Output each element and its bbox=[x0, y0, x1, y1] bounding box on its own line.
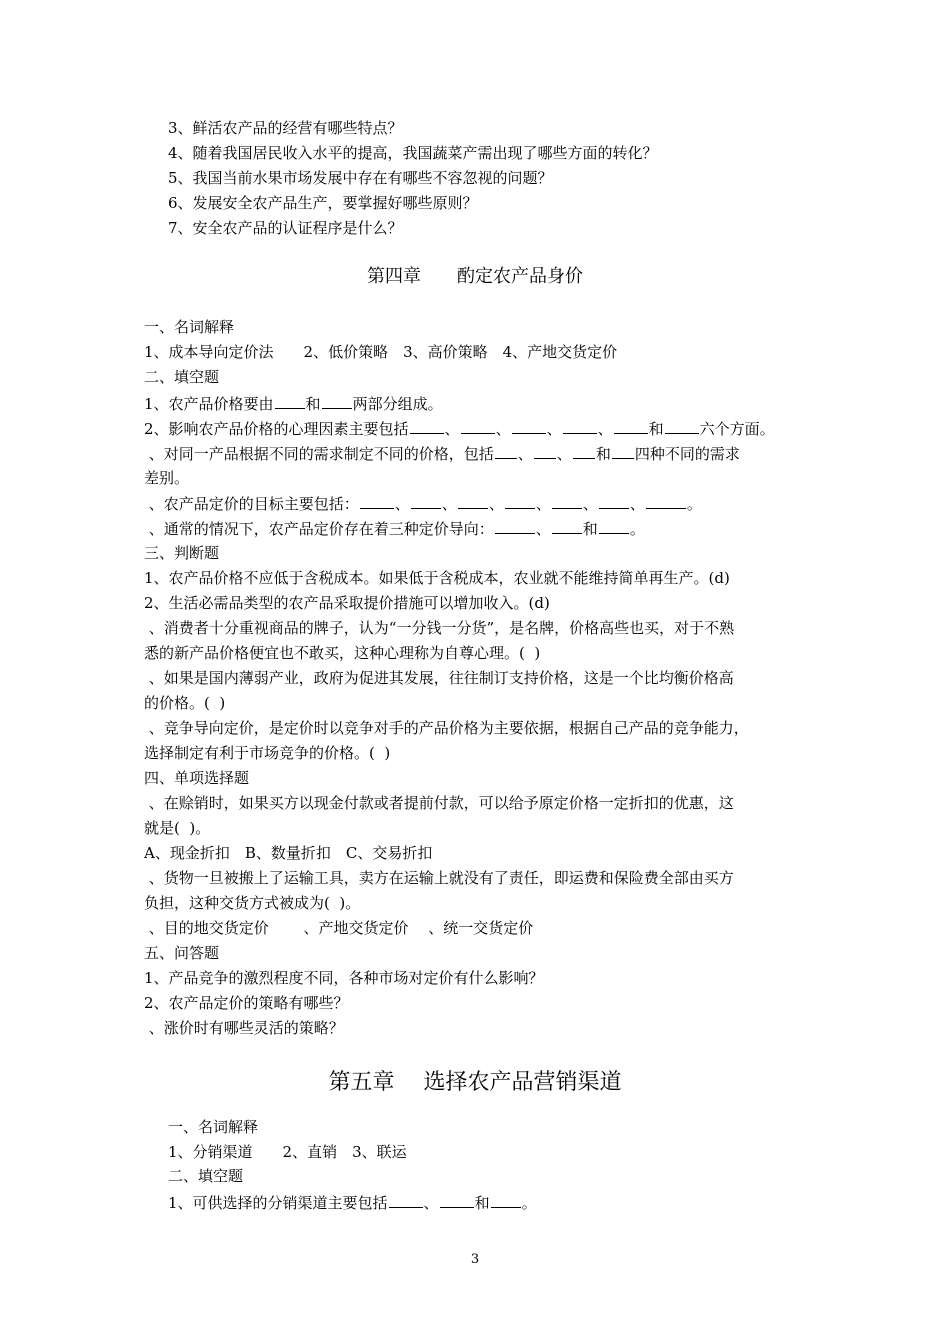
section-heading: 四、单项选择题 bbox=[144, 769, 250, 787]
blank bbox=[512, 418, 546, 434]
section-heading: 五、问答题 bbox=[144, 944, 220, 962]
question-line: 7、安全农产品的认证程序是什么？ bbox=[168, 219, 403, 237]
blank bbox=[491, 1192, 521, 1208]
fill-blank-line: 2、影响农产品价格的心理因素主要包括 、 、 、 、 和 六个方面。 bbox=[144, 420, 775, 438]
blank bbox=[495, 518, 535, 534]
section-heading: 三、判断题 bbox=[144, 544, 220, 562]
question-line: 4、随着我国居民收入水平的提高，我国蔬菜产需出现了哪些方面的转化？ bbox=[168, 144, 658, 162]
choice-item: 、在赊销时，如果买方以现金付款或者提前付款，可以给予原定价格一定折扣的优惠，这 bbox=[144, 794, 734, 812]
blank bbox=[599, 518, 629, 534]
blank bbox=[665, 418, 699, 434]
page-number: 3 bbox=[470, 1252, 480, 1267]
fill-blank-line: 1、农产品价格要由 和 两部分组成。 bbox=[144, 395, 443, 413]
chapter-4-title: 第四章 酌定农产品身价 bbox=[367, 266, 583, 287]
chapter-5-title: 第五章 选择农产品营销渠道 bbox=[328, 1070, 622, 1095]
judgement-item: 1、农产品价格不应低于含税成本。如果低于含税成本，农业就不能维持简单再生产。(d) bbox=[144, 569, 730, 587]
choice-item-cont: 负担，这种交货方式被成为( )。 bbox=[144, 894, 361, 912]
blank bbox=[573, 443, 595, 459]
fill-blank-line: 、通常的情况下，农产品定价存在着三种定价导向： 、 和 。 bbox=[144, 520, 645, 538]
judgement-item-cont: 的价格。( ) bbox=[144, 694, 226, 712]
blank bbox=[646, 493, 686, 509]
qa-item: 2、农产品定价的策略有哪些？ bbox=[144, 994, 349, 1012]
judgement-item-cont: 选择制定有利于市场竞争的价格。( ) bbox=[144, 744, 391, 762]
choice-item-cont: 就是( )。 bbox=[144, 819, 211, 837]
blank bbox=[552, 518, 582, 534]
blank bbox=[599, 493, 629, 509]
blank bbox=[612, 443, 634, 459]
blank bbox=[458, 493, 488, 509]
blank bbox=[614, 418, 648, 434]
blank bbox=[440, 1192, 474, 1208]
term-list: 1、成本导向定价法 2、低价策略 3、高价策略 4、产地交货定价 bbox=[144, 343, 618, 361]
section-heading: 二、填空题 bbox=[144, 368, 220, 386]
judgement-item: 、竞争导向定价，是定价时以竞争对手的产品价格为主要依据，根据自己产品的竞争能力， bbox=[144, 719, 749, 737]
judgement-item: 、消费者十分重视商品的牌子，认为“一分钱一分货”，是名牌，价格高些也买，对于不熟 bbox=[144, 619, 735, 637]
choice-options: A、现金折扣 B、数量折扣 C、交易折扣 bbox=[144, 844, 433, 862]
judgement-item-cont: 悉的新产品价格便宜也不敢买，这种心理称为自尊心理。( ) bbox=[144, 644, 541, 662]
blank bbox=[410, 418, 444, 434]
question-line: 5、我国当前水果市场发展中存在有哪些不容忽视的问题？ bbox=[168, 169, 553, 187]
qa-item: 、涨价时有哪些灵活的策略？ bbox=[144, 1019, 344, 1037]
blank bbox=[322, 393, 352, 409]
blank bbox=[411, 493, 441, 509]
choice-item: 、货物一旦被搬上了运输工具，卖方在运输上就没有了责任，即运费和保险费全部由买方 bbox=[144, 869, 734, 887]
text-line: 差别。 bbox=[144, 469, 190, 487]
blank bbox=[534, 443, 556, 459]
section-heading: 二、填空题 bbox=[168, 1167, 244, 1185]
question-line: 6、发展安全农产品生产，要掌握好哪些原则？ bbox=[168, 194, 478, 212]
blank bbox=[360, 493, 394, 509]
fill-blank-line: 1、可供选择的分销渠道主要包括 、 和 。 bbox=[168, 1194, 537, 1212]
choice-options: 、目的地交货定价 、产地交货定价 、统一交货定价 bbox=[144, 919, 534, 937]
question-line: 3、鲜活农产品的经营有哪些特点？ bbox=[168, 119, 403, 137]
fill-blank-line: 、农产品定价的目标主要包括： 、 、 、 、 、 、 。 bbox=[144, 495, 702, 513]
fill-blank-line: 、对同一产品根据不同的需求制定不同的价格，包括 、 、 和 四种不同的需求 bbox=[144, 445, 740, 463]
blank bbox=[552, 493, 582, 509]
qa-item: 1、产品竞争的激烈程度不同，各种市场对定价有什么影响？ bbox=[144, 969, 544, 987]
blank bbox=[495, 443, 517, 459]
blank bbox=[563, 418, 597, 434]
blank bbox=[461, 418, 495, 434]
blank bbox=[275, 393, 305, 409]
blank bbox=[389, 1192, 423, 1208]
section-heading: 一、名词解释 bbox=[168, 1118, 259, 1136]
judgement-item: 2、生活必需品类型的农产品采取提价措施可以增加收入。(d) bbox=[144, 594, 550, 612]
blank bbox=[505, 493, 535, 509]
judgement-item: 、如果是国内薄弱产业，政府为促进其发展，往往制订支持价格，这是一个比均衡价格高 bbox=[144, 669, 734, 687]
section-heading: 一、名词解释 bbox=[144, 318, 235, 336]
term-list: 1、分销渠道 2、直销 3、联运 bbox=[168, 1143, 407, 1161]
